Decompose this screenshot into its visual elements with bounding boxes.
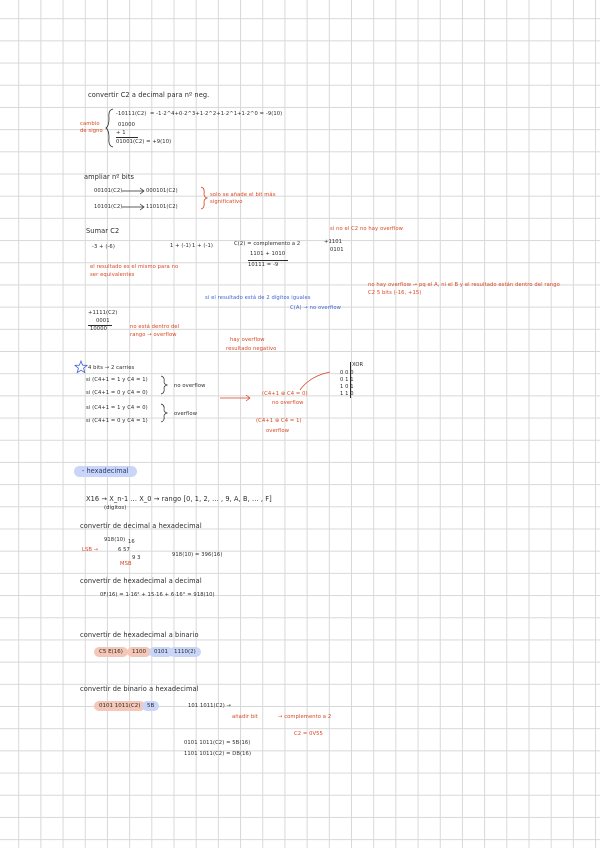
range-note: no está dentro del rango → overflow bbox=[130, 324, 180, 338]
division-step-2: 9 3 bbox=[132, 555, 141, 561]
side-note-sign-change: cambio de signo bbox=[80, 121, 103, 134]
bin-group-2: 0101 bbox=[149, 647, 173, 657]
sum-result: 10111 = -9 bbox=[248, 262, 279, 268]
bin-to-hex-result-2: 1101 1011(C2) = DB(16) bbox=[184, 751, 252, 757]
hex-definition: X16 → X_n-1 ... X_0 → rango [0, 1, 2, ... , 9, A, B, ... , F] bbox=[86, 495, 272, 503]
xor-rule-2-label: overflow bbox=[266, 428, 290, 434]
add-bit-note: añadir bit bbox=[232, 714, 258, 720]
overflow-operand-b: 0001 bbox=[96, 318, 110, 324]
no-overflow-note: C(A) → no overflow bbox=[290, 305, 342, 311]
hex-to-dec-expansion: 0F(16) = 1·16² + 15·16 + 6·16° = 918(10) bbox=[100, 592, 215, 598]
star-icon bbox=[74, 360, 88, 374]
value-positive-extended: 000101(C2) bbox=[146, 188, 178, 194]
value-positive: 00101(C2) bbox=[94, 188, 123, 194]
dec-to-hex-result: 918(10) = 396(16) bbox=[172, 552, 223, 558]
carry-case-1: si (C4+1 = 1 y C4 = 1) bbox=[86, 377, 148, 383]
xor-row-2: 0 1 1 bbox=[340, 377, 354, 383]
xor-rule-1-label: no overflow bbox=[272, 400, 304, 406]
overflow-result: 10000 bbox=[90, 326, 108, 332]
section-title-sum-c2: Sumar C2 bbox=[86, 227, 120, 235]
carries-title: 4 bits → 2 carries bbox=[88, 365, 135, 371]
sum-case-2: 1 + (-1) bbox=[170, 243, 191, 249]
hex-result-pill: 5B bbox=[142, 701, 159, 711]
xor-table-header: XOR bbox=[352, 362, 364, 368]
binary-value: -10111(C2) bbox=[116, 111, 147, 117]
carry-brace-label-2: overflow bbox=[174, 411, 198, 417]
sum-line bbox=[116, 137, 138, 138]
division-step-1: 6 57 bbox=[118, 547, 130, 553]
carry-brace-label-1: no overflow bbox=[174, 383, 206, 389]
hex-value-pill: C5 E(16) bbox=[94, 647, 128, 657]
bin-to-hex-result-1: 0101 1011(C2) = 5B(16) bbox=[184, 740, 251, 746]
bin-extend-step: 101 1011(C2) → bbox=[188, 703, 232, 709]
section-title-c2-decimal: convertir C2 a decimal para nº neg. bbox=[88, 91, 210, 99]
bin-group-1: 1100 bbox=[127, 647, 151, 657]
sum-operand-a: +1101 bbox=[324, 239, 343, 245]
value-negative-extended: 110101(C2) bbox=[146, 204, 178, 210]
rule-note: el resultado es el mismo para no ser equivalentes bbox=[90, 264, 179, 278]
division-divisor: 16 bbox=[128, 539, 135, 545]
section-title-extend-bits: ampliar nº bits bbox=[84, 173, 135, 181]
heading-hex-to-bin: convertir de hexadecimal a binario bbox=[80, 631, 199, 639]
xor-row-1: 0 0 0 bbox=[340, 370, 354, 376]
xor-rule-2: (C4+1 ⊕ C4 = 1) bbox=[256, 418, 302, 424]
brace-red bbox=[200, 186, 208, 210]
complement-result: 01001(C2) = +9(10) bbox=[116, 139, 172, 145]
complement-note: → complemento a 2 bbox=[278, 714, 332, 720]
heading-hex-to-dec: convertir de hexadecimal a decimal bbox=[80, 577, 202, 585]
overflow-operand-a: +1111(C2) bbox=[88, 310, 118, 316]
value-negative: 10101(C2) bbox=[94, 204, 123, 210]
lsb-label: LSB → bbox=[82, 547, 99, 553]
bin-value-pill: 0101 1011(C2) bbox=[94, 701, 145, 711]
sum-operand-b: 0101 bbox=[330, 247, 344, 253]
carry-case-2: si (C4+1 = 0 y C4 = 0) bbox=[86, 390, 148, 396]
equal-digits-note: si el resultado está de 2 dígitos iguales bbox=[205, 295, 311, 301]
sum-case-3: 1 + (-1) bbox=[192, 243, 213, 249]
xor-row-4: 1 1 0 bbox=[340, 391, 354, 397]
xor-rule-1: (C4+1 ⊕ C4 = 0) bbox=[262, 391, 308, 397]
heading-bin-to-hex: convertir de binario a hexadecimal bbox=[80, 685, 199, 693]
overflow-note-2: no hay overflow → pq el A, ni el B y el resultado están dentro del rango C2 5 bits (-16, +15) bbox=[368, 282, 560, 297]
heading-dec-to-hex: convertir de decimal a hexadecimal bbox=[80, 522, 202, 530]
c2-result-note: C2 = 0V55 bbox=[294, 731, 323, 737]
carry-case-4: si (C4+1 = 0 y C4 = 1) bbox=[86, 418, 148, 424]
overflow-note-3: hay overflow bbox=[230, 337, 265, 343]
complement-definition: C(2) = complemento a 2 bbox=[234, 241, 301, 247]
hex-digits-label: (dígitos) bbox=[104, 505, 127, 511]
xor-arrows bbox=[200, 368, 340, 408]
section-pill-hexadecimal: - hexadecimal bbox=[74, 466, 137, 477]
sum-case-1: -3 + (-6) bbox=[92, 244, 115, 250]
sum-operands: 1101 + 1010 bbox=[250, 251, 286, 257]
extend-arrows bbox=[120, 184, 150, 214]
xor-divider bbox=[350, 362, 351, 398]
xor-row-3: 1 0 1 bbox=[340, 384, 354, 390]
bin-group-3: 1110(2) bbox=[169, 647, 201, 657]
complement-step: 01000 bbox=[118, 122, 136, 128]
add-one-step: + 1 bbox=[116, 130, 126, 136]
carry-braces bbox=[160, 370, 176, 430]
note-msb: solo se añade el bit más significativo bbox=[210, 192, 276, 206]
brace-left bbox=[106, 108, 114, 148]
expansion-formula: = -1·2^4+0·2^3+1·2^2+1·2^1+1·2^0 = -9(10) bbox=[150, 111, 283, 117]
division-dividend: 918(10) bbox=[104, 537, 126, 543]
carry-case-3: si (C4+1 = 1 y C4 = 0) bbox=[86, 405, 148, 411]
sum-line-2 bbox=[248, 260, 288, 261]
overflow-note-1: si no el C2 no hay overflow bbox=[330, 226, 404, 232]
negative-result-note: resultado negativo bbox=[226, 346, 277, 352]
msb-label: MSB bbox=[120, 561, 132, 567]
